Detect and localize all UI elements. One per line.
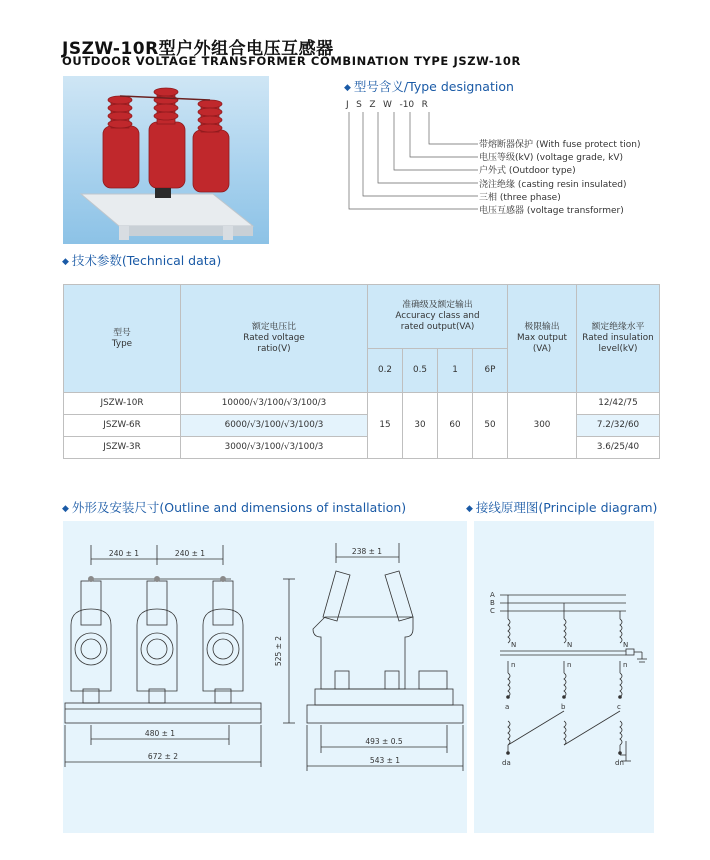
phase-label: A — [490, 591, 495, 599]
header-type: 型号 Type — [64, 285, 181, 393]
winding-label: N — [511, 641, 517, 649]
page-title: JSZW-10R型户外组合电压互感器 — [62, 39, 334, 59]
output-label: b — [561, 703, 566, 711]
cell-output: 15 — [368, 393, 403, 459]
accuracy-class: 6P — [473, 349, 508, 393]
principle-diagram — [474, 521, 654, 833]
diamond-bullet-icon: ◆ — [344, 83, 351, 93]
cell-output: 30 — [403, 393, 438, 459]
dn-label: dn — [615, 759, 624, 767]
cell-ratio: 6000/√3/100/√3/100/3 — [181, 415, 368, 437]
dim-label-672: 672 ± 2 — [147, 752, 179, 761]
header-accuracy: 准确级及额定输出 Accuracy class and rated output(VA) — [368, 285, 508, 349]
principle-diagram-panel — [474, 521, 654, 833]
front-unit-3 — [203, 581, 243, 703]
winding-label: N — [567, 641, 573, 649]
phase-label: C — [490, 607, 495, 615]
technical-data-table — [63, 284, 660, 459]
dim-label-525: 525 ± 2 — [274, 635, 283, 667]
cell-ratio: 3000/√3/100/√3/100/3 — [181, 437, 368, 459]
cell-output: 60 — [438, 393, 473, 459]
da-label: da — [502, 759, 511, 767]
output-label: c — [617, 703, 621, 711]
header-max-output: 极限输出 Max output (VA) — [508, 285, 577, 393]
code-letter: S — [356, 100, 362, 110]
dim-label-543: 543 ± 1 — [369, 756, 401, 765]
cell-max-output: 300 — [508, 393, 577, 459]
cell-type: JSZW-3R — [64, 437, 181, 459]
winding-label: n — [623, 661, 628, 669]
dim-label-240a: 240 ± 1 — [108, 549, 140, 558]
diamond-bullet-icon: ◆ — [62, 504, 69, 514]
product-photo — [63, 76, 269, 244]
outline-drawing — [63, 521, 467, 833]
winding-label: N — [623, 641, 629, 649]
cell-insulation: 7.2/32/60 — [577, 415, 660, 437]
dim-label-238: 238 ± 1 — [351, 547, 383, 556]
dim-label-493: 493 ± 0.5 — [365, 737, 403, 746]
diamond-bullet-icon: ◆ — [466, 504, 473, 514]
technical-data-heading: ◆ 技术参数(Technical data) — [62, 253, 222, 268]
cell-insulation: 12/42/75 — [577, 393, 660, 415]
designation-item: 电压互感器 (voltage transformer) — [479, 206, 624, 217]
cell-type: JSZW-10R — [64, 393, 181, 415]
code-letter: J — [346, 100, 349, 110]
code-letter: -10 — [399, 100, 415, 110]
accuracy-class: 0.2 — [368, 349, 403, 393]
transformer-illustration — [63, 76, 269, 244]
diamond-bullet-icon: ◆ — [62, 257, 69, 267]
output-label: a — [505, 703, 510, 711]
page-subtitle: OUTDOOR VOLTAGE TRANSFORMER COMBINATION TYPE JSZW-10R — [62, 54, 521, 68]
designation-leader-lines — [340, 112, 482, 216]
cell-ratio: 10000/√3/100/√3/100/3 — [181, 393, 368, 415]
dim-label-480: 480 ± 1 — [144, 729, 176, 738]
designation-item: 电压等级(kV) (voltage grade, kV) — [479, 153, 624, 164]
header-insulation: 额定绝缘水平 Rated insulation level(kV) — [577, 285, 660, 393]
winding-label: n — [567, 661, 572, 669]
header-ratio: 额定电压比 Rated voltage ratio(V) — [181, 285, 368, 393]
table-row — [64, 393, 660, 415]
designation-item: 户外式 (Outdoor type) — [479, 166, 576, 177]
front-unit-2 — [137, 581, 177, 703]
winding-label: n — [511, 661, 516, 669]
type-designation-heading: ◆ 型号含义/Type designation — [344, 79, 514, 94]
cell-type: JSZW-6R — [64, 415, 181, 437]
code-letter: R — [421, 100, 428, 110]
cell-insulation: 3.6/25/40 — [577, 437, 660, 459]
accuracy-class: 1 — [438, 349, 473, 393]
cell-output: 50 — [473, 393, 508, 459]
accuracy-class: 0.5 — [403, 349, 438, 393]
code-letter: Z — [369, 100, 376, 110]
designation-item: 浇注绝缘 (casting resin insulated) — [479, 179, 627, 190]
designation-item: 三相 (three phase) — [479, 192, 561, 203]
principle-heading: ◆ 接线原理图(Principle diagram) — [466, 500, 658, 515]
designation-code — [346, 100, 435, 110]
designation-list — [479, 139, 641, 218]
code-letter: W — [383, 100, 392, 110]
phase-label: B — [490, 599, 495, 607]
outline-drawing-panel — [63, 521, 467, 833]
outline-heading: ◆ 外形及安装尺寸(Outline and dimensions of installation) — [62, 500, 407, 515]
dim-label-240b: 240 ± 1 — [174, 549, 206, 558]
designation-item: 带熔断器保护 (With fuse protect tion) — [479, 140, 641, 150]
front-unit-1 — [71, 581, 111, 703]
